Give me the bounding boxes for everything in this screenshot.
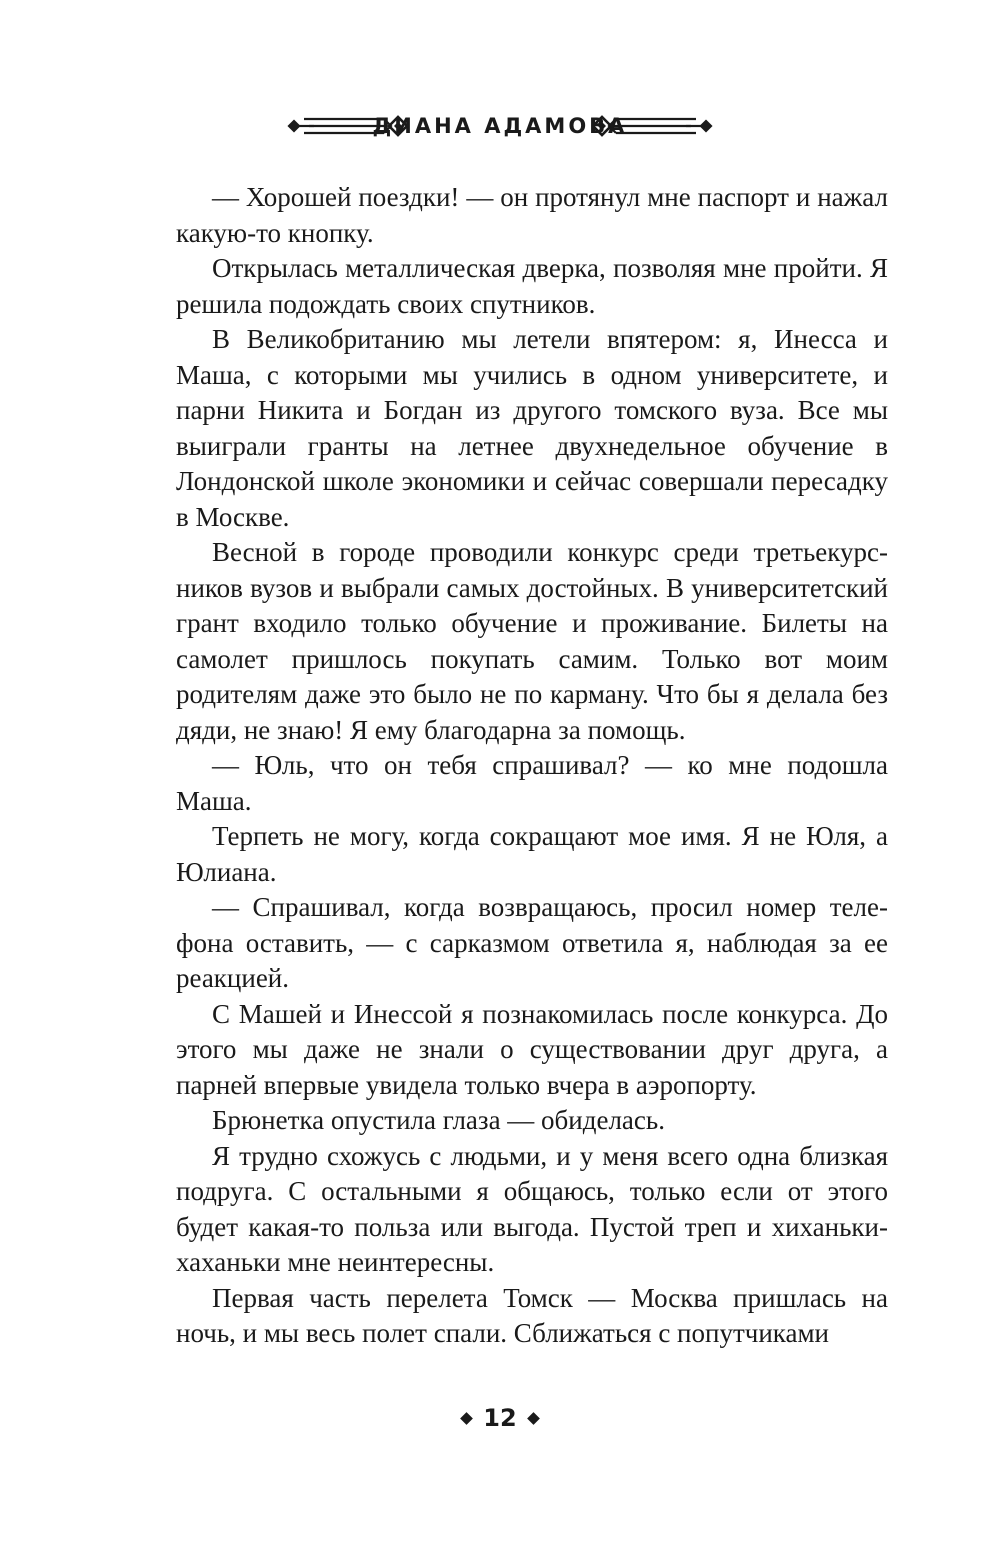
paragraph: С Машей и Инессой я познакомилась после конкурса. До этого мы даже не знали о существовании друг друга, а парней впервые увидела только вчера в аэропорту. (176, 998, 888, 1100)
paragraph: — Хорошей поездки! — он протянул мне паспорт и нажал какую-то кнопку. (176, 182, 888, 248)
paragraph: Терпеть не могу, когда сокращают мое имя. Я не Юля, а Юлиана. (176, 821, 888, 887)
paragraph: — Юль, что он тебя спрашивал? — ко мне подошла Маша. (176, 750, 888, 816)
paragraph: Первая часть перелета Томск — Москва пришлась на ночь, и мы весь полет спали. Сближаться с попутчиками (176, 1282, 888, 1348)
paragraph: Весной в городе проводили конкурс среди третьекурсников вузов и выбрали самых достойных. В университетский грант входило только обучение и проживание. Билеты на самолет пришлось покупать самим. Только вот моим родителям даже это было не по карману. Что бы я делала без дяди, не знаю! Я ему благодарна за помощь. (176, 537, 888, 745)
paragraph: В Великобританию мы летели впятером: я, Инесса и Маша, с которыми мы учились в одном университете, и парни Никита и Богдан из другого томского вуза. Все мы выиграли гранты на летнее двухнедельное обучение в Лондонской школе экономики и сейчас совершали пересадку в Москве. (176, 324, 888, 532)
diamond-left-icon (460, 1412, 473, 1425)
paragraph: — Спрашивал, когда возвращаюсь, просил номер телефона оставить, — с сарказмом ответила я, наблюдая за ее реакцией. (176, 892, 888, 993)
page-footer (0, 1398, 1000, 1438)
author-name: ДИАНА АДАМОВА (372, 114, 628, 138)
paragraph: Открылась металлическая дверка, позволяя мне пройти. Я решила подождать своих спутников. (176, 253, 888, 319)
page-number: 12 (483, 1404, 517, 1432)
body-text (176, 180, 888, 1352)
paragraph: Я трудно схожусь с людьми, и у меня всего одна близкая подруга. С остальными я общаюсь, только если от этого будет какая-то польза или выгода. Пустой треп и хиханьки-хаханьки мне неинтересны. (176, 1140, 888, 1277)
paragraph: Брюнетка опустила глаза — обиделась. (212, 1105, 665, 1135)
running-header (0, 104, 1000, 148)
diamond-right-icon (527, 1412, 540, 1425)
